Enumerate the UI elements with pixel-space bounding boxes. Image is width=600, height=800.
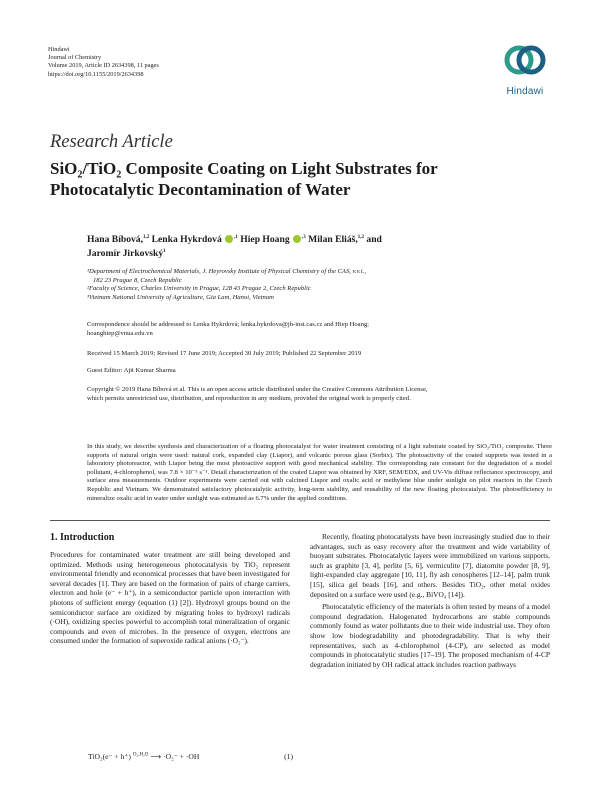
affiliation-1: ¹Department of Electrochemical Materials, J. Heyrovsky Institute of Physical Chemistry of the CAS, v.v.i., xyxy=(87,268,366,275)
affiliations xyxy=(87,268,547,302)
intro-right-paragraph-1: Recently, floating photocatalysts have been increasingly studied due to their advantages, such as easy recovery after the treatment and wide variability of buoyant substrates. Photocatalytic layers were immobilized on various supports, such as graphite [3, 4], perlite [5, 6], vermiculite [7], diatomite powder [8, 9], light-expanded clay aggregate [10, 11], fly ash cenospheres [12–14], palm trunk [15], silica gel beads [16], and others. Besides TiO₂, other metal oxides deposited on a surface were used (e.g., BiVO₄ [14]). xyxy=(310,532,550,599)
author-4-affil: 1,2 xyxy=(357,234,365,240)
orcid-icon[interactable] xyxy=(225,235,233,243)
equation-lhs: TiO₂(e⁻ + h⁺) xyxy=(88,752,131,761)
journal-name: Journal of Chemistry xyxy=(48,54,102,62)
guest-editor: Guest Editor: Ajit Kumar Sharma xyxy=(87,367,176,374)
equation-1 xyxy=(88,752,293,761)
equation-rhs: ⟶ ·O₂⁻ + ·OH xyxy=(150,752,200,761)
intro-right-column xyxy=(310,532,550,669)
affiliation-3: ³Vietnam National University of Agriculture, Gia Lam, Hanoi, Vietnam xyxy=(87,293,274,301)
title-line-2: Photocatalytic Decontamination of Water xyxy=(50,180,351,199)
author-2-affil: ,1 xyxy=(234,234,238,240)
orcid-icon[interactable] xyxy=(293,235,301,243)
intro-heading: 1. Introduction xyxy=(50,532,115,543)
affiliation-1-cont: 182 23 Prague 8, Czech Republic xyxy=(93,276,182,284)
correspondence xyxy=(87,321,552,338)
author-3[interactable]: Hiep Hoang xyxy=(237,234,290,245)
correspondence-line-1: Correspondence should be addressed to Lenka Hykrdová; lenka.hykrdova@jh-inst.cas.cz and Hiep Hoang; xyxy=(87,321,370,328)
hindawi-logo xyxy=(496,40,554,102)
section-label: Research Article xyxy=(50,132,173,152)
intro-right-paragraph-2: Photocatalytic efficiency of the materials is often tested by means of a model compound degradation. Halogenated hydrocarbons are stable compounds commonly found as water pollutants due to their wide industrial use. They often show low biodegradability and photodegradability. That is why their representatives, such as 4-chlorophenol (4-CP), are selected as model compounds in photocatalytic studies [17–19]. The proposed mechanism of 4-CP degradation initiated by OH radical attack includes reaction pathways xyxy=(310,602,550,669)
intro-left-column: Procedures for contaminated water treatment are still being developed and optimized. Methods using heterogeneous photocatalysis by TiO₂ represent environmental friendly and economical processes that have been investigated for several decades [1]. They are based on the formation of pairs of charge carriers, electron and hole (e⁻ + h⁺), in a semiconductor particle upon interaction with photons of sufficient energy (equation (1) [2]). Hydroxyl groups bound on the semiconductor surface are oxidized by migrating holes to hydroxyl radicals (·OH), oxidizing species powerful to accomplish total mineralization of organic compounds and even of microbes. In the presence of oxygen, electrons are consumed under the formation of superoxide radical anions (·O₂⁻). xyxy=(50,550,290,646)
author-3-affil: ,3 xyxy=(302,234,306,240)
author-list xyxy=(87,233,507,261)
copyright xyxy=(87,386,552,403)
publisher-name: Hindawi xyxy=(48,46,70,53)
author-5[interactable]: Jaromír Jirkovský xyxy=(87,248,164,259)
title-line-1: SiO₂/TiO₂ Composite Coating on Light Substrates for xyxy=(50,159,438,178)
affiliation-2: ²Faculty of Science, Charles University in Prague, 128 43 Prague 2, Czech Republic xyxy=(87,285,311,293)
copyright-line-2: which permits unrestricted use, distribution, and reproduction in any medium, provided the original work is properly cited. xyxy=(87,394,411,402)
article-title xyxy=(50,158,438,200)
volume-line: Volume 2019, Article ID 2634398, 11 pages xyxy=(48,62,159,70)
author-2[interactable]: Lenka Hykrdová xyxy=(149,234,222,245)
author-1-affil: 1,2 xyxy=(142,234,150,240)
section-divider xyxy=(50,520,550,521)
author-5-affil: 1 xyxy=(163,248,166,254)
journal-masthead xyxy=(48,46,159,79)
author-4[interactable]: Milan Eliáš, xyxy=(305,234,358,245)
equation-arrow-label: O₂,H₂O xyxy=(132,752,149,758)
logo-wordmark: Hindawi xyxy=(506,86,544,97)
correspondence-line-2[interactable]: hoanghiep@vnua.edu.vn xyxy=(87,329,153,337)
author-and: and xyxy=(364,234,382,245)
hindawi-logo-icon xyxy=(503,40,547,80)
copyright-line-1: Copyright © 2019 Hana Bíbová et al. This is an open access article distributed under the Creative Commons Attribution License, xyxy=(87,386,428,393)
equation-number: (1) xyxy=(284,752,293,761)
publication-dates: Received 15 March 2019; Revised 17 June 2019; Accepted 30 July 2019; Published 22 September 2019 xyxy=(87,350,362,357)
abstract: In this study, we describe synthesis and characterization of a floating photocatalyst for water treatment consisting of a light substrate coated by SiO₂/TiO₂ composite. Three supports of natural origin were used: natural cork, expanded clay (Liapor), and volcanic porous glass (Sorbix). The photoactivity of the coated supports was tested in a laboratory photoreactor, with Liapor being the most photoactive support with good mechanical stability. The corresponding rate constant for the degradation of a model pollutant, 4-chlorophenol, was 7.8 × 10⁻⁵ s⁻¹. Detail characterization of the coated Liapor was obtained by XRF, SEM/EDX, and UV-Vis diffuse reflectance spectroscopy, and surface area measurements. Outdoor experiments were carried out with calcined Liapor and oxalic acid or methylene blue under sunlight on pilot reactors in the Czech Republic and Vietnam. We demonstrated satisfactory photocatalytic activity, long-term stability, and reusability of the new floating photocatalyst. The photoefficiency to mineralize oxalic acid in water under sunlight was estimated as 6.7% under the applied conditions. xyxy=(87,443,552,502)
doi-link[interactable]: https://doi.org/10.1155/2019/2634398 xyxy=(48,70,144,78)
author-1[interactable]: Hana Bíbová, xyxy=(87,234,143,245)
